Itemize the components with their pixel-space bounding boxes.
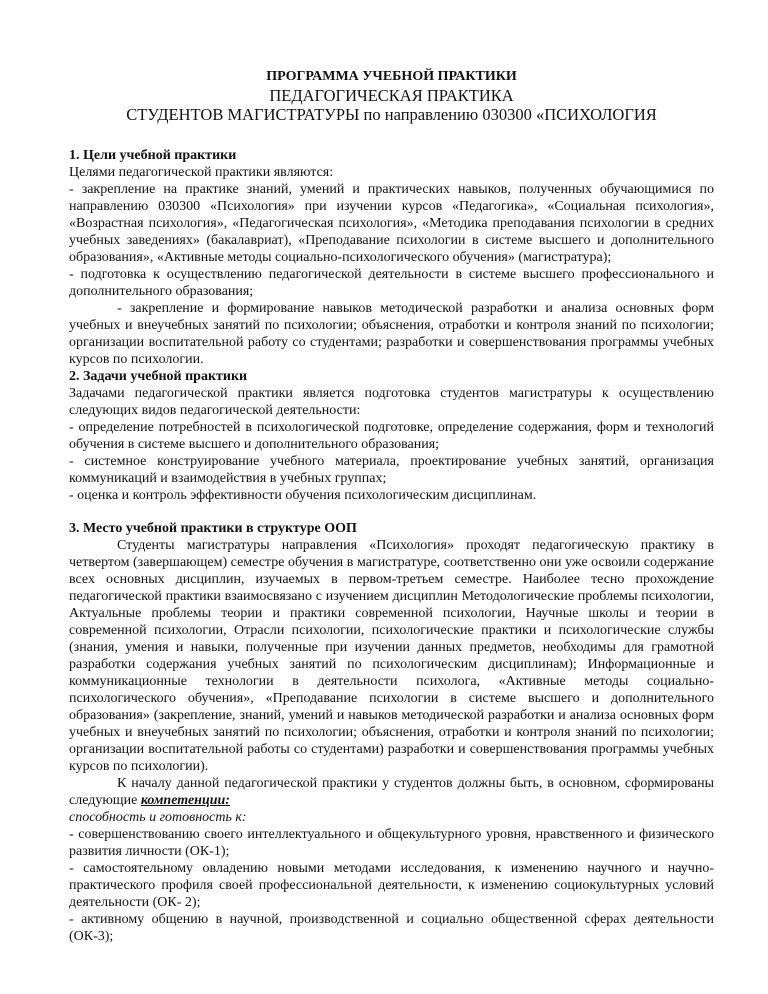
document-body	[69, 147, 714, 945]
competency-ok-1: - совершенствованию своего интеллектуального и общекультурного уровня, нравственного и физического развития личности (ОК-1);	[69, 827, 714, 859]
section-3-paragraph-1: Студенты магистратуры направления «Психология» проходят педагогическую практику в четвертом (завершающем) семестре обучения в магистратуре, соответственно они уже освоили содержание всех основных дисциплин, изучаемых в первом-третьем семестре. Наиболее тесно прохождение педагогической практики взаимосвязано с изучением дисциплин Методологические проблемы психологии, Актуальные проблемы теории и практики современной психологии, Научные школы и теории в современной психологии, Отрасли психологии, психологические практики и психологические службы (знания, умения и навыки, полученные при изучении данных предметов, необходимы для грамотной разработки содержания учебных занятий по психологическим дисциплинам); Информационные и коммуникационные технологии в деятельности психолога, «Активные методы социально-психологического обучения», «Преподавание психологии в системе высшего и дополнительного образования» (закрепление, знаний, умений и навыков методической разработки и анализа основных форм учебных и внеучебных занятий по психологии; объяснения, отработки и контроля знаний по психологии; организации воспитательной работы со студентами) разработки и совершенствования программы учебных курсов по психологии).	[69, 538, 714, 774]
document-subtitle: ПЕДАГОГИЧЕСКАЯ ПРАКТИКА	[269, 86, 514, 105]
section-1-item-2: - подготовка к осуществлению педагогической деятельности в системе высшего профессионального и дополнительного образования;	[69, 267, 714, 299]
competency-ok-3: - активному общению в научной, производственной и социально общественной сферах деятельности (ОК-3);	[69, 912, 714, 944]
document-header	[69, 68, 714, 125]
section-2-item-2: - системное конструирование учебного материала, проектирование учебных занятий, организация коммуникаций и взаимодействия в учебных группах;	[69, 454, 714, 486]
section-2-intro: Задачами педагогической практики является подготовка студентов магистратуры к осуществлению следующих видов педагогической деятельности:	[69, 386, 714, 418]
section-1-item-3: - закрепление и формирование навыков методической разработки и анализа основных форм учебных и внеучебных занятий по психологии; объяснения, отработки и контроля знаний по психологии; организации воспитательной работу со студентами; разработки и совершенствования программы учебных курсов по психологии.	[69, 301, 714, 367]
section-2-item-1: - определение потребностей в психологической подготовке, определение содержания, форм и технологий обучения в системе высшего и дополнительного образования;	[69, 420, 714, 452]
competencies-emphasis: компетенции:	[140, 793, 230, 808]
competency-ok-2: - самостоятельному овладению новыми методами исследования, к изменению научного и научно-практического профиля своей профессиональной деятельности, к изменению социокультурных условий деятельности (ОК- 2);	[69, 861, 714, 910]
section-1-intro: Целями педагогической практики являются:	[69, 165, 334, 180]
section-3-paragraph-2	[69, 775, 714, 809]
document-title: ПРОГРАММА УЧЕБНОЙ ПРАКТИКИ	[266, 69, 517, 84]
section-2-item-3: - оценка и контроль эффективности обучения психологическим дисциплинам.	[69, 488, 537, 503]
section-3-paragraph-2-text: К началу данной педагогической практики у студентов должны быть, в основном, сформированы следующие	[69, 776, 714, 808]
section-3-heading: 3. Место учебной практики в структуре ООП	[69, 521, 357, 536]
section-1-item-1: - закрепление на практике знаний, умений и практических навыков, полученных обучающимися по направлению 030300 «Психология» при изучении курсов «Педагогика», «Социальная психология», «Возрастная психология», «Педагогическая психология», «Методика преподавания психологии в средних учебных заведениях» (бакалавриат), «Преподавание психологии в системе высшего и дополнительного образования», «Активные методы социально-психологического обучения» (магистратура);	[69, 182, 714, 265]
section-1-heading: 1. Цели учебной практики	[69, 148, 237, 163]
section-spacer	[69, 504, 714, 520]
document-subtitle-direction: СТУДЕНТОВ МАГИСТРАТУРЫ по направлению 030300 «ПСИХОЛОГИЯ	[126, 105, 657, 124]
section-2-heading: 2. Задачи учебной практики	[69, 369, 248, 384]
ability-label: способность и готовность к:	[69, 810, 247, 825]
